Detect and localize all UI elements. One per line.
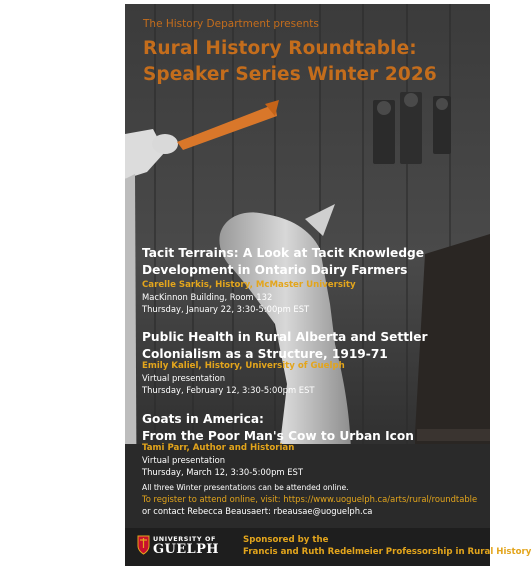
talk-1-location: MacKinnon Building, Room 132 bbox=[142, 292, 273, 302]
talk-2-location: Virtual presentation bbox=[142, 373, 226, 383]
talk-3-title-line-1: Goats in America: bbox=[142, 412, 264, 426]
talk-1-title-line-1: Tacit Terrains: A Look at Tacit Knowledge bbox=[142, 246, 425, 260]
series-title-line-2: Speaker Series Winter 2026 bbox=[143, 64, 437, 85]
talk-3-location: Virtual presentation bbox=[142, 455, 226, 465]
talk-3-title-line-2: From the Poor Man's Cow to Urban Icon bbox=[142, 429, 414, 443]
logo-university-text: UNIVERSITY OF bbox=[153, 535, 216, 543]
talk-1-datetime: Thursday, January 22, 3:30-5:00pm EST bbox=[142, 304, 310, 314]
sponsor-line-2: Francis and Ruth Redelmeier Professorship in Rural History bbox=[243, 547, 531, 557]
talk-2-datetime: Thursday, February 12, 3:30-5:00pm EST bbox=[142, 385, 315, 395]
talk-3-datetime: Thursday, March 12, 3:30-5:00pm EST bbox=[142, 467, 303, 477]
talk-2-title-line-1: Public Health in Rural Alberta and Settler bbox=[142, 330, 428, 344]
presenter-line: The History Department presents bbox=[143, 18, 319, 30]
series-title-line-1: Rural History Roundtable: bbox=[143, 38, 417, 59]
contact-line[interactable]: or contact Rebecca Beausaert: rbeausae@uoguelph.ca bbox=[142, 506, 373, 516]
talk-1-speaker: Carelle Sarkis, History, McMaster University bbox=[142, 280, 356, 290]
sponsor-line-1: Sponsored by the bbox=[243, 535, 329, 545]
talk-2-speaker: Emily Kaliel, History, University of Guelph bbox=[142, 361, 345, 371]
logo-guelph-text: GUELPH bbox=[153, 542, 219, 557]
talk-1-title-line-2: Development in Ontario Dairy Farmers bbox=[142, 263, 408, 277]
registration-link[interactable]: To register to attend online, visit: https://www.uoguelph.ca/arts/rural/roundtable bbox=[142, 494, 478, 504]
attend-online-note: All three Winter presentations can be attended online. bbox=[142, 483, 349, 492]
event-poster bbox=[125, 4, 531, 566]
talk-3-speaker: Tami Parr, Author and Historian bbox=[142, 443, 295, 453]
talk-2-title-line-2: Colonialism as a Structure, 1919-71 bbox=[142, 347, 388, 361]
